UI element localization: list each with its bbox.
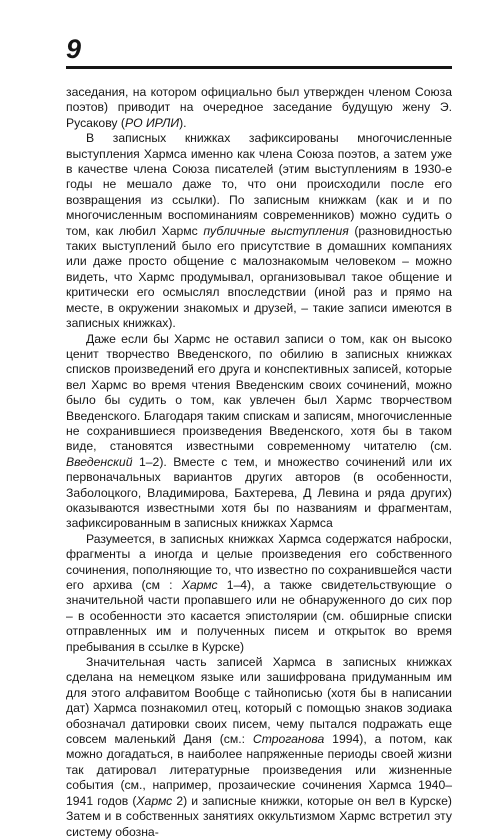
paragraph: [66, 131, 452, 331]
italic-run: Хармс: [136, 793, 173, 808]
paragraph: [66, 655, 452, 840]
text-run: Значительная часть записей Хармса в записных книжках сделана на немецком языке или зашифрована придуманным им для этого алфавитом Вообще с тайнописью (хотя бы в написании дат) Хармса познакомил отец, который с помощью знаков зодиака обозначал датировки своих писем, чему пытался подражать еще совсем маленький Даня (см.:: [66, 655, 452, 747]
header-rule: [66, 66, 452, 69]
text-run: ).: [179, 115, 187, 130]
body-text: [66, 85, 452, 840]
text-run: (разновидностью таких выступлений было его присутствие в домашних компаниях или даже просто общение с малознакомым человеком – можно видеть, что Хармс продумывал, организовывал такое общение и критически его осмыслял впоследствии (иной раз и прямо на месте, в окружении знакомых и друзей, – такие записи имеются в записных книжках).: [66, 223, 452, 331]
text-run: 1–4), а также свидетельствующие о значительной части пропавшего или не обнаруженного до сих пор – в особенности это касается эпистолярии (см. обширные списки отправленных им и полученных писем и открыток во время пребывания в ссылке в Курске): [66, 578, 452, 654]
text-run: заседания, на котором официально был утвержден членом Союза поэтов) приводит на очередное заседание будущую жену Э. Русакову (: [66, 85, 452, 130]
text-run: 2) и записные книжки, которые он вел в Курске) Затем и в собственных занятиях оккультизмом Хармс встретил эту систему обозна-: [66, 793, 452, 839]
text-run: В записных книжках зафиксированы многочисленные выступления Хармса именно как члена Союза поэтов, а затем уже в качестве члена Союза писателей (этим выступлениям в 1930-е годы не мешало даже то, что они происходили после его возвращения из ссылки). По записным книжкам (как и и по многочисленным воспоминаниям современников) можно судить о том, как любил Хармс: [66, 131, 452, 238]
italic-run: Хармс: [181, 578, 218, 592]
paragraph: [66, 85, 452, 131]
italic-run: публичные выступления: [203, 223, 349, 238]
page-number: 9: [66, 34, 82, 64]
paragraph: [66, 332, 452, 532]
text-run: 1994), а потом, как можно догадаться, в наиболее напряженные периоды своей жизни так датировал литературные произведения или жизненные события (см., например, прозаические сочинения Хармса 1940–1941 годов (: [66, 732, 452, 808]
italic-run: РО ИРЛИ: [124, 115, 180, 130]
italic-run: Строганова: [252, 732, 325, 747]
text-run: Даже если бы Хармс не оставил записи о том, как он высоко ценит творчество Введенского, по обилию в записных книжках списков произведений его друга и конспективных записей, которые вел Хармс во время чтения Введенским своих сочинений, можно было бы судить о том, как увлечен был Хармс творчеством Введенского. Благодаря таким спискам и записям, многочисленные не сохранившиеся произведения Введенского, хотя бы в таком виде, становятся известными современному читателю (см.: [66, 331, 452, 454]
text-run: Разумеется, в записных книжках Хармса содержатся наброски, фрагменты а иногда и целые произведения его собственного сочинения, пополняющие то, что известно по сохранившейся части его архива (см :: [66, 531, 452, 592]
paragraph: [66, 532, 452, 655]
italic-run: Введенский: [66, 454, 133, 469]
text-run: 1–2). Вместе с тем, и множество сочинений или их первоначальных вариантов других авторов (в особенности, Заболоцкого, Владимирова, Бахтерева, Д Левина и ряда других) оказываются известными хотя бы по названиям и фрагментам, зафиксированным в записных книжках Хармса: [66, 454, 452, 531]
